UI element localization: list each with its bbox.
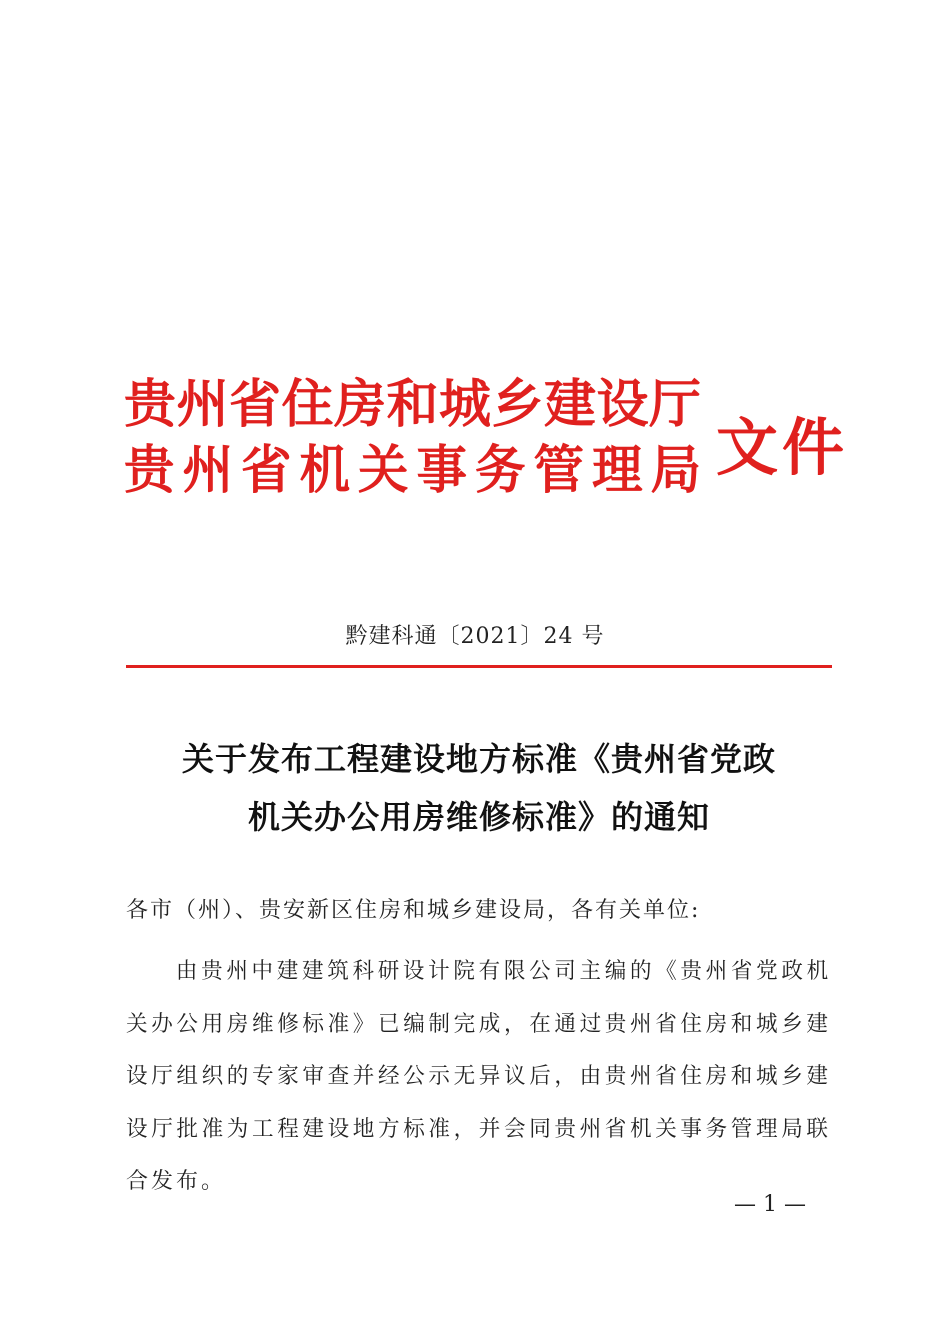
title-line-2: 机关办公用房维修标准》的通知 <box>247 798 710 836</box>
body-line: 设厅批准为工程建设地方标准，并会同贵州省机关事务管理局联 <box>126 1116 832 1142</box>
body-line: 关办公用房维修标准》已编制完成，在通过贵州省住房和城乡建 <box>126 1011 832 1037</box>
issuer-housing-department: 贵州省住房和城乡建设厅 <box>124 375 702 435</box>
document-title <box>126 730 832 846</box>
body-line: 合发布。 <box>126 1169 227 1194</box>
red-divider-line <box>126 665 832 668</box>
document-type-label: 文件 <box>716 411 849 484</box>
body-line: 由贵州中建建筑科研设计院有限公司主编的《贵州省党政机 <box>175 959 832 984</box>
issuer-affairs-bureau: 贵州省机关事务管理局 <box>124 441 710 501</box>
body-line: 设厅组织的专家审查并经公示无异议后，由贵州省住房和城乡建 <box>126 1064 832 1089</box>
document-number: 黔建科通〔2021〕24 号 <box>345 624 605 649</box>
page-number: — 1 — <box>734 1192 806 1217</box>
issuer-names <box>124 372 709 504</box>
salutation: 各市（州）、贵安新区住房和城乡建设局，各有关单位: <box>126 898 701 923</box>
title-line-1: 关于发布工程建设地方标准《贵州省党政 <box>181 740 776 778</box>
body-paragraph <box>126 946 832 1209</box>
letterhead <box>124 372 849 522</box>
